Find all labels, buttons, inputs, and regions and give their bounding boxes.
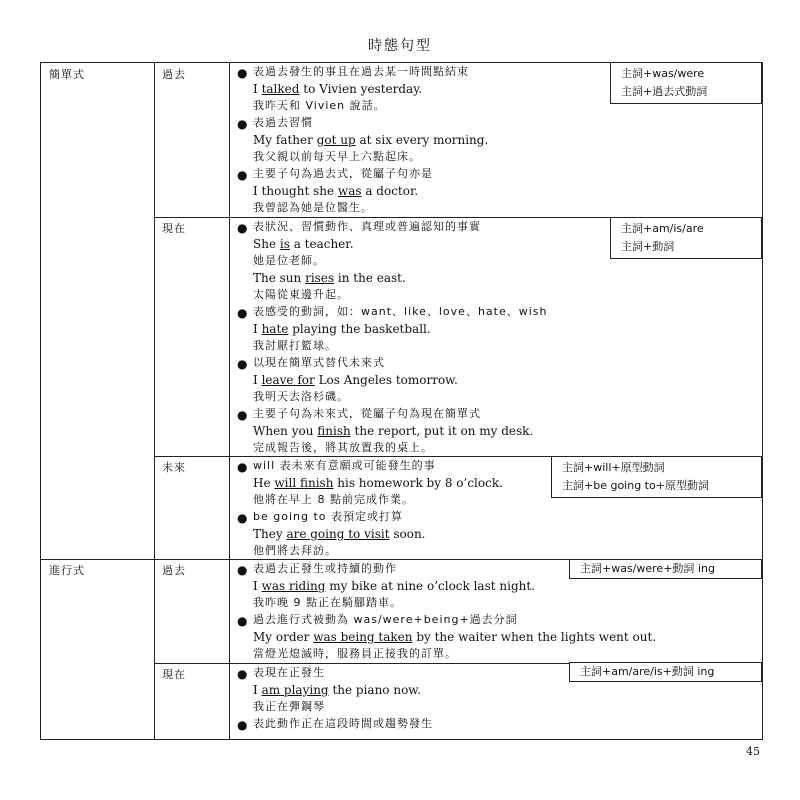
rule-text: 表感受的動詞，如：want、like、love、hate、wish (253, 305, 548, 318)
bullet-icon: ● (237, 221, 249, 235)
translation: 我昨天和 Vivien 說話。 (253, 99, 386, 112)
translation: 當燈光熄滅時，服務員正接我的訂單。 (253, 647, 457, 660)
example-sentence: He will finish his homework by 8 o’clock. (253, 476, 503, 490)
rule-text: 表過去習慣 (253, 116, 313, 129)
rule-text: 表過去發生的事且在過去某一時間點結束 (253, 65, 469, 78)
example-sentence: I was riding my bike at nine o’clock last night. (253, 579, 535, 593)
example-sentence: I hate playing the basketball. (253, 322, 431, 336)
bullet-icon: ● (237, 66, 249, 80)
translation: 我父親以前每天早上六點起床。 (253, 150, 421, 163)
bullet-icon: ● (237, 408, 249, 422)
translation: 他將在早上 8 點前完成作業。 (253, 493, 414, 506)
rule-text: will 表未來有意願或可能發生的事 (253, 459, 436, 472)
translation: 太陽從東邊升起。 (253, 288, 349, 301)
formula-box-simple-present: 主詞+am/is/are 主詞+動詞 (610, 217, 762, 259)
page-number: 45 (746, 745, 760, 758)
example-sentence: They are going to visit soon. (253, 527, 426, 541)
rule-text: 主要子句為未來式，從屬子句為現在簡單式 (253, 407, 481, 420)
bullet-icon: ● (237, 614, 249, 628)
page-title: 時態句型 (368, 38, 432, 54)
translation: 他們將去拜訪。 (253, 544, 337, 557)
tense-present: 現在 (162, 222, 186, 235)
example-sentence: When you finish the report, put it on my desk. (253, 424, 534, 438)
translation: 我昨晚 9 點正在騎腳踏車。 (253, 596, 402, 609)
category-simple: 簡單式 (49, 68, 85, 81)
translation: 我正在彈鋼琴 (253, 700, 325, 713)
tense-future: 未來 (162, 461, 186, 474)
column-divider (154, 63, 155, 739)
formula-box-simple-future: 主詞+will+原型動詞 主詞+be going to+原型動詞 (551, 456, 762, 498)
bullet-icon: ● (237, 117, 249, 131)
formula-box-progressive-past: 主詞+was/were+動詞 ing (569, 559, 762, 579)
rule-text: 以現在簡單式替代未來式 (253, 356, 385, 369)
example-sentence: My order was being taken by the waiter when the lights went out. (253, 630, 657, 644)
rule-text: 主要子句為過去式，從屬子句亦是 (253, 167, 433, 180)
bullet-icon: ● (237, 718, 249, 732)
rule-text: 表狀況、習慣動作、真理或普遍認知的事實 (253, 220, 481, 233)
bullet-icon: ● (237, 563, 249, 577)
bullet-icon: ● (237, 306, 249, 320)
translation: 完成報告後，將其放置我的桌上。 (253, 441, 433, 454)
bullet-icon: ● (237, 460, 249, 474)
bullet-icon: ● (237, 511, 249, 525)
translation: 我明天去洛杉磯。 (253, 390, 349, 403)
rule-text: 表現在正發生 (253, 666, 325, 679)
example-sentence: I talked to Vivien yesterday. (253, 82, 423, 96)
rule-text: 表此動作正在這段時間或趨勢發生 (253, 717, 433, 730)
translation: 我曾認為她是位醫生。 (253, 201, 373, 214)
rule-text: 過去進行式被動為 was/were+being+過去分詞 (253, 613, 518, 626)
category-progressive: 進行式 (49, 564, 85, 577)
translation: 我討厭打籃球。 (253, 339, 337, 352)
rule-text: 表過去正發生或持續的動作 (253, 562, 397, 575)
formula-box-progressive-present: 主詞+am/are/is+動詞 ing (569, 662, 762, 682)
bullet-icon: ● (237, 357, 249, 371)
example-sentence: The sun rises in the east. (253, 271, 406, 285)
tense-prog-present: 現在 (162, 668, 186, 681)
translation: 她是位老師。 (253, 254, 325, 267)
formula-box-simple-past: 主詞+was/were 主詞+過去式動詞 (610, 62, 762, 104)
tense-table (40, 62, 763, 740)
bullet-icon: ● (237, 667, 249, 681)
example-sentence: I leave for Los Angeles tomorrow. (253, 373, 458, 387)
content-column (237, 63, 762, 739)
tense-past: 過去 (162, 68, 186, 81)
rule-text: be going to 表預定或打算 (253, 510, 404, 523)
bullet-icon: ● (237, 168, 249, 182)
column-divider (229, 63, 230, 739)
example-sentence: My father got up at six every morning. (253, 133, 489, 147)
tense-prog-past: 過去 (162, 564, 186, 577)
example-sentence: She is a teacher. (253, 237, 354, 251)
example-sentence: I thought she was a doctor. (253, 184, 419, 198)
example-sentence: I am playing the piano now. (253, 683, 421, 697)
